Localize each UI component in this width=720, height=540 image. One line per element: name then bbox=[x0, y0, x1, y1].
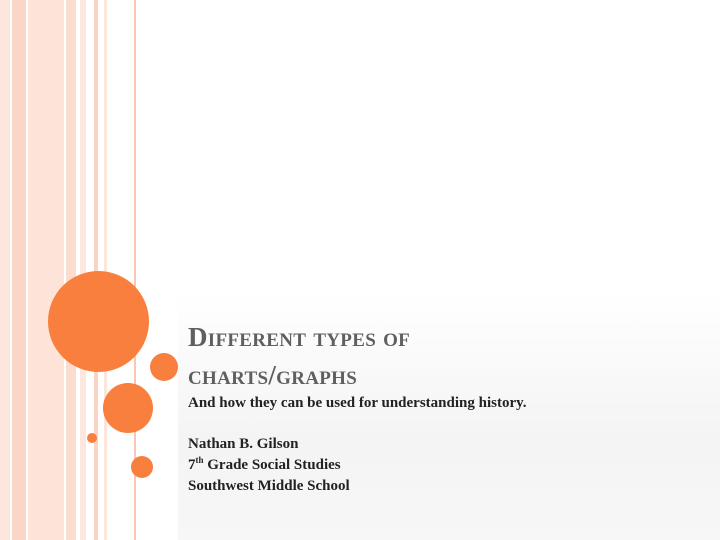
small-orange-circle-lower bbox=[131, 456, 153, 478]
slide-title bbox=[188, 318, 708, 394]
small-orange-circle bbox=[150, 353, 178, 381]
slide-subtitle: And how they can be used for understanding history. bbox=[188, 395, 527, 411]
stripe bbox=[66, 0, 76, 540]
title-line-2: charts/graphs bbox=[188, 360, 358, 390]
left-decorative-stripes bbox=[0, 0, 140, 540]
tiny-orange-circle bbox=[87, 433, 97, 443]
author-name: Nathan B. Gilson bbox=[188, 436, 299, 452]
stripe bbox=[80, 0, 86, 540]
school-name: Southwest Middle School bbox=[188, 478, 350, 494]
stripe bbox=[104, 0, 107, 540]
large-orange-circle bbox=[48, 271, 149, 372]
grade-suffix: th bbox=[195, 455, 204, 465]
stripe bbox=[94, 0, 98, 540]
stripe bbox=[12, 0, 26, 540]
medium-orange-circle bbox=[103, 383, 153, 433]
stripe bbox=[28, 0, 64, 540]
grade-line bbox=[188, 455, 708, 476]
grade-number: 7 bbox=[188, 457, 196, 473]
title-line-1: Different types of bbox=[188, 322, 411, 352]
author-block bbox=[188, 434, 708, 497]
grade-text: Grade Social Studies bbox=[203, 457, 341, 473]
stripe bbox=[0, 0, 10, 540]
